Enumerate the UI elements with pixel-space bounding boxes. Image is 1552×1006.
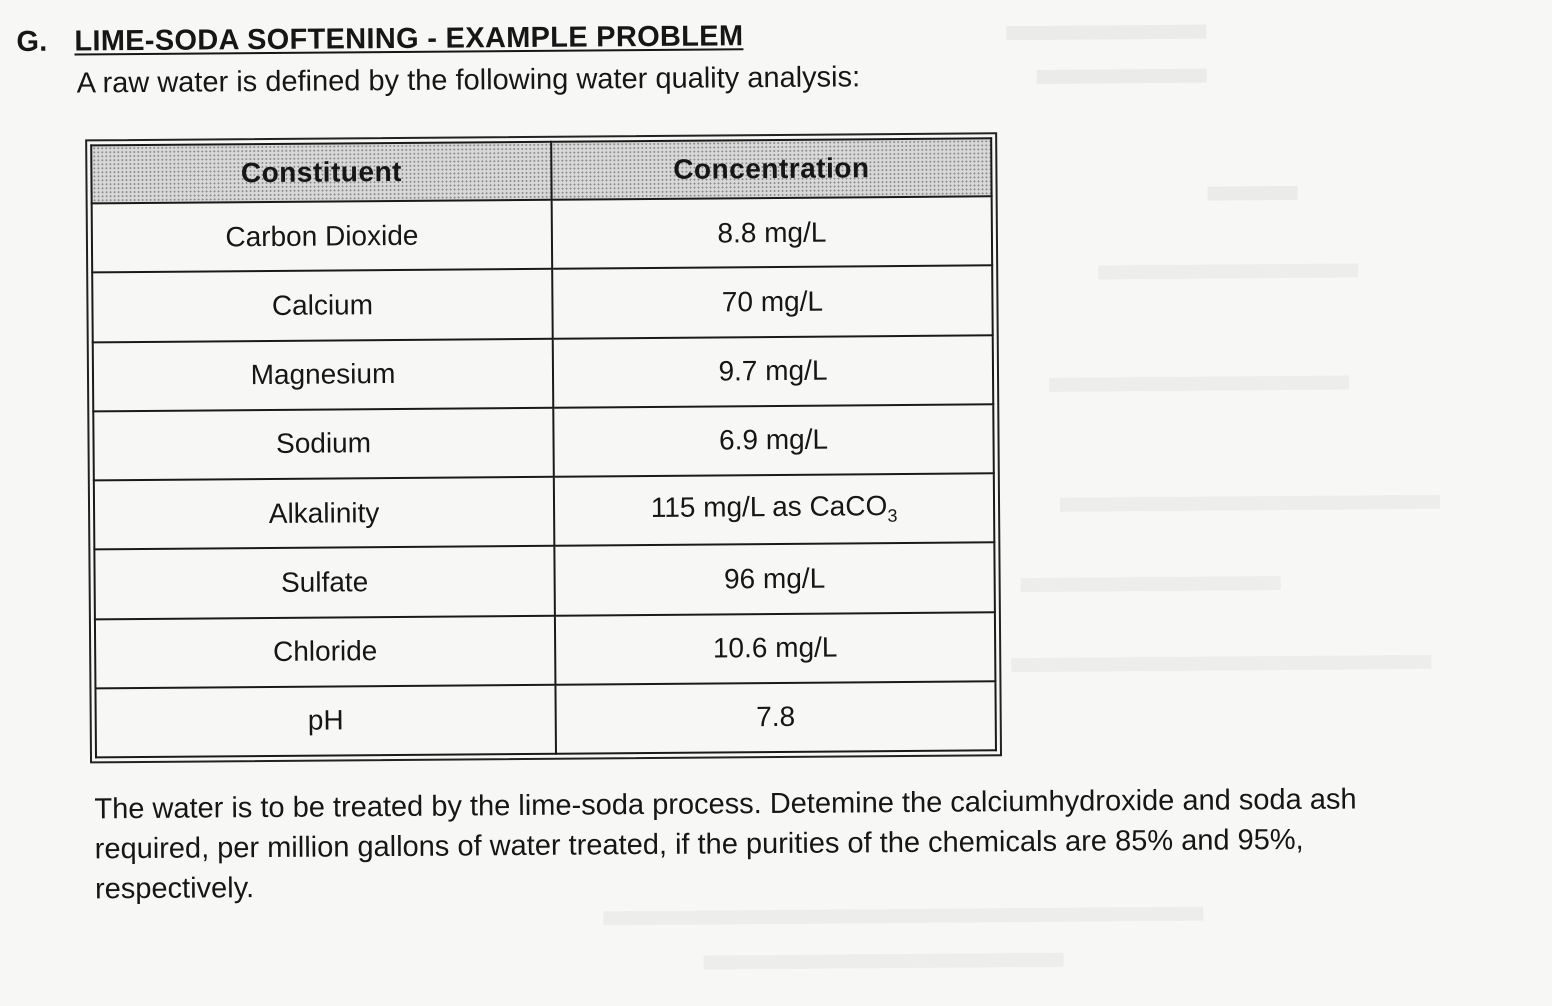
concentration-cell: 70 mg/L: [552, 266, 993, 339]
concentration-cell: [554, 473, 995, 546]
concentration-cell: 10.6 mg/L: [555, 612, 996, 685]
concentration-cell: 96 mg/L: [554, 543, 995, 616]
table-row: [94, 543, 995, 619]
section-heading: [16, 20, 743, 59]
constituent-cell: Sodium: [93, 407, 554, 480]
constituent-cell: Alkalinity: [94, 477, 555, 550]
constituent-cell: Chloride: [95, 615, 556, 688]
water-quality-table: [90, 137, 997, 758]
constituent-cell: Magnesium: [93, 338, 554, 411]
section-title: LIME-SODA SOFTENING - EXAMPLE PROBLEM: [74, 20, 744, 58]
header-concentration: Concentration: [551, 138, 991, 199]
header-constituent: Constituent: [91, 142, 551, 204]
constituent-cell: Calcium: [92, 269, 553, 342]
constituent-cell: Carbon Dioxide: [92, 200, 553, 273]
table-row: [93, 404, 994, 480]
intro-text: A raw water is defined by the following water quality analysis:: [76, 61, 861, 100]
problem-statement: The water is to be treated by the lime-soda process. Detemine the calciumhydroxide and soda ash required, per million gallons of water treated, if the purities of the chemicals are 85% and 95%, respectively.: [94, 783, 1357, 906]
water-quality-table-frame: [85, 132, 1002, 763]
concentration-cell: 7.8: [555, 681, 996, 754]
constituent-cell: pH: [95, 684, 556, 757]
table-row: [95, 612, 996, 688]
table-row: [95, 681, 996, 757]
subscript: 3: [887, 505, 898, 527]
table-row: [92, 196, 993, 272]
concentration-cell: 6.9 mg/L: [553, 404, 994, 477]
table-header-row: [91, 138, 991, 203]
concentration-cell: 8.8 mg/L: [552, 196, 993, 269]
section-letter: G.: [16, 25, 48, 58]
concentration-cell: 9.7 mg/L: [553, 335, 994, 408]
table-row: [92, 266, 993, 342]
constituent-cell: Sulfate: [94, 546, 555, 619]
table-row: [94, 473, 995, 549]
table-row: [93, 335, 994, 411]
concentration-value: 115 mg/L as CaCO: [650, 490, 888, 524]
bleed-through-background: [0, 0, 1548, 6]
